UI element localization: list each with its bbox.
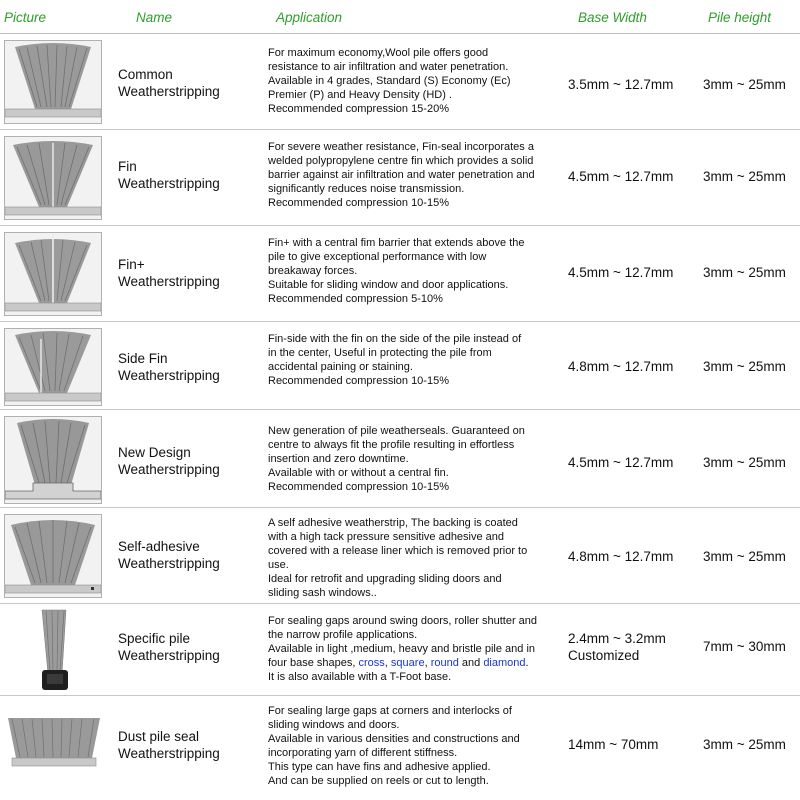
base-width: 3.5mm ~ 12.7mm — [568, 77, 674, 92]
product-image-self-adhesive — [4, 514, 102, 598]
application-line-shapes: four base shapes, cross, square, round and diamond. — [268, 657, 529, 669]
product-name-line2: Weatherstripping — [118, 84, 220, 99]
header-base-width: Base Width — [578, 10, 647, 25]
application-line: Recommended compression 10-15% — [268, 375, 449, 387]
product-name-line1: Specific pile — [118, 631, 191, 646]
table-row — [0, 696, 800, 794]
application-line: Recommended compression 15-20% — [268, 103, 449, 115]
product-name-line2: Weatherstripping — [118, 462, 220, 477]
product-name-line2: Weatherstripping — [118, 648, 220, 663]
product-name-line2: Weatherstripping — [118, 368, 220, 383]
application-line: Recommended compression 10-15% — [268, 197, 449, 209]
application-line: breakaway forces. — [268, 265, 358, 277]
product-name-line1: Self-adhesive — [118, 539, 200, 554]
shape-square-link[interactable]: square — [390, 657, 425, 669]
application-line: insertion and zero downtime. — [268, 453, 409, 465]
application-line: incorporating yarn of different stiffness. — [268, 747, 458, 759]
shape-cross-link[interactable]: cross — [358, 657, 385, 669]
pile-height: 3mm ~ 25mm — [703, 455, 786, 470]
header-name: Name — [136, 10, 173, 25]
base-width-note: Customized — [568, 648, 640, 663]
application-text — [268, 424, 558, 494]
application-text — [268, 704, 558, 788]
product-image-specific-pile — [36, 608, 76, 694]
application-text — [268, 46, 558, 116]
application-line: Available in 4 grades, Standard (S) Economy (Ec) — [268, 75, 511, 87]
application-text — [268, 236, 558, 306]
product-image-fin — [4, 136, 102, 220]
application-line: significantly reduces noise transmission. — [268, 183, 465, 195]
shapes-prefix: four base shapes, — [268, 657, 359, 669]
product-name-line1: Fin+ — [118, 257, 145, 272]
application-line: For severe weather resistance, Fin-seal incorporates a — [268, 141, 534, 153]
shape-round-link[interactable]: round — [430, 657, 459, 669]
application-line: Recommended compression 5-10% — [268, 293, 443, 305]
pile-height: 3mm ~ 25mm — [703, 737, 786, 752]
header-application: Application — [276, 10, 343, 25]
application-line: For maximum economy,Wool pile offers good — [268, 47, 489, 59]
application-line: Fin-side with the fin on the side of the pile instead of — [268, 333, 522, 345]
base-width — [568, 630, 666, 664]
application-line: centre to always fit the profile resulting in effortless — [268, 439, 515, 451]
table-row — [0, 322, 800, 410]
application-line: welded polypropylene centre fin which provides a solid — [268, 155, 534, 167]
product-image-side-fin — [4, 328, 102, 406]
shape-diamond-link[interactable]: diamond — [483, 657, 526, 669]
product-name-line2: Weatherstripping — [118, 176, 220, 191]
product-name-line2: Weatherstripping — [118, 274, 220, 289]
application-line: resistance to air infiltration and water penetration. — [268, 61, 509, 73]
header-pile-height: Pile height — [708, 10, 772, 25]
product-name-line1: Fin — [118, 159, 137, 174]
table-row — [0, 604, 800, 696]
application-line: This type can have fins and adhesive applied. — [268, 761, 491, 773]
application-line: sliding sash windows.. — [268, 587, 377, 599]
application-line: It is also available with a T-Foot base. — [268, 671, 452, 683]
product-image-common — [4, 40, 102, 124]
product-name-line1: New Design — [118, 445, 191, 460]
product-name-line2: Weatherstripping — [118, 746, 220, 761]
application-text — [268, 516, 558, 600]
application-line: pile to give exceptional performance with low — [268, 251, 487, 263]
base-width: 4.8mm ~ 12.7mm — [568, 549, 674, 564]
application-line: For sealing large gaps at corners and interlocks of — [268, 705, 512, 717]
application-line: Recommended compression 10-15% — [268, 481, 449, 493]
base-width: 4.5mm ~ 12.7mm — [568, 169, 674, 184]
header-picture: Picture — [4, 10, 47, 25]
table-row — [0, 410, 800, 508]
base-width: 14mm ~ 70mm — [568, 737, 659, 752]
shapes-and: and — [461, 657, 481, 669]
application-line: use. — [268, 559, 289, 571]
table-row — [0, 226, 800, 322]
pile-height: 3mm ~ 25mm — [703, 169, 786, 184]
application-line: And can be supplied on reels or cut to length. — [268, 775, 489, 787]
application-text — [268, 614, 558, 684]
product-name-line1: Dust pile seal — [118, 729, 200, 744]
base-width-value: 2.4mm ~ 3.2mm — [568, 631, 666, 646]
pile-height: 3mm ~ 25mm — [703, 359, 786, 374]
application-line: Suitable for sliding window and door applications. — [268, 279, 509, 291]
table-row — [0, 508, 800, 604]
application-line: with a high tack pressure sensitive adhesive and — [268, 531, 505, 543]
application-line: Premier (P) and Heavy Density (HD) . — [268, 89, 452, 101]
application-line: covered with a release liner which is removed prior to — [268, 545, 528, 557]
base-width: 4.5mm ~ 12.7mm — [568, 455, 674, 470]
application-line: accidental paining or staining. — [268, 361, 413, 373]
base-width: 4.5mm ~ 12.7mm — [568, 265, 674, 280]
application-line: For sealing gaps around swing doors, roller shutter and — [268, 615, 538, 627]
application-line: Available with or without a central fin. — [268, 467, 449, 479]
base-width: 4.8mm ~ 12.7mm — [568, 359, 674, 374]
table-row — [0, 130, 800, 226]
product-image-new-design — [4, 416, 102, 504]
application-line: Available in light ,medium, heavy and bristle pile and in — [268, 643, 536, 655]
product-name-line2: Weatherstripping — [118, 556, 220, 571]
application-line: A self adhesive weatherstrip, The backing is coated — [268, 517, 518, 529]
product-name-line1: Common — [118, 67, 173, 82]
application-line: in the center, Useful in protecting the pile from — [268, 347, 492, 359]
application-line: Ideal for retrofit and upgrading sliding doors and — [268, 573, 502, 585]
product-name-line1: Side Fin — [118, 351, 168, 366]
application-text — [268, 332, 558, 388]
pile-height: 3mm ~ 25mm — [703, 77, 786, 92]
application-text — [268, 140, 558, 210]
product-image-fin-plus — [4, 232, 102, 316]
product-image-dust-pile — [6, 714, 102, 770]
pile-height: 3mm ~ 25mm — [703, 549, 786, 564]
table-row — [0, 34, 800, 130]
application-line: the narrow profile applications. — [268, 629, 418, 641]
application-line: sliding windows and doors. — [268, 719, 400, 731]
application-line: Available in various densities and constructions and — [268, 733, 520, 745]
application-line: New generation of pile weatherseals. Guaranteed on — [268, 425, 525, 437]
table-header — [0, 0, 800, 34]
application-line: Fin+ with a central fim barrier that extends above the — [268, 237, 525, 249]
application-line: barrier against air infiltration and water penetration and — [268, 169, 535, 181]
pile-height: 3mm ~ 25mm — [703, 265, 786, 280]
pile-height: 7mm ~ 30mm — [703, 639, 786, 654]
